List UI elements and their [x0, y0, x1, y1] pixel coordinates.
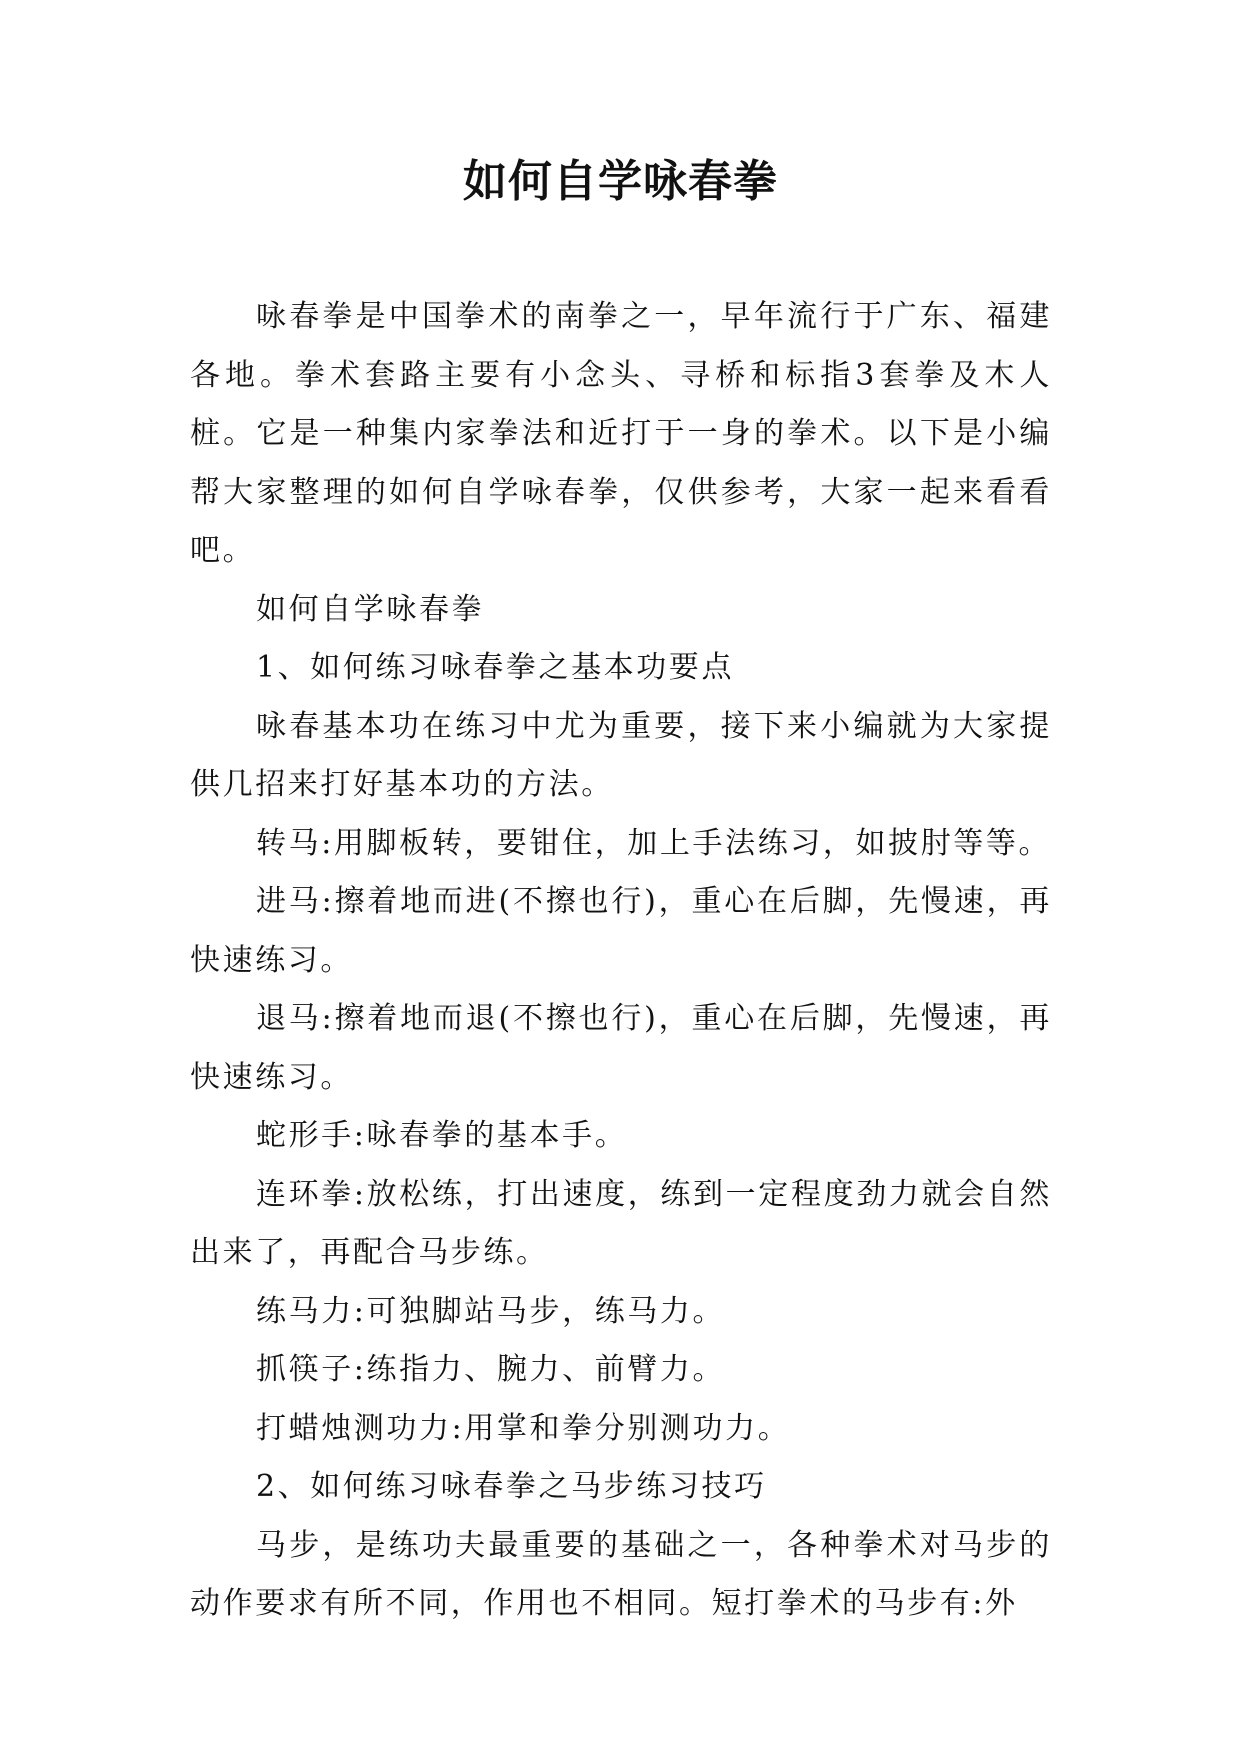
paragraph-chopsticks: 抓筷子:练指力、腕力、前臂力。 [256, 1352, 726, 1387]
paragraph-turn-stance: 转马:用脚板转，要钳住，加上手法练习，如披肘等等。 [256, 825, 1052, 861]
document-title: 如何自学咏春拳 [463, 156, 778, 207]
paragraph-subtitle: 如何自学咏春拳 [256, 591, 485, 627]
paragraph-candle: 打蜡烛测功力:用掌和拳分别测功力。 [256, 1410, 791, 1446]
section-heading-2: 2、如何练习咏春拳之马步练习技巧 [256, 1469, 767, 1504]
paragraph-advance-stance: 进马:擦着地而进(不擦也行)，重心在后脚，先慢速，再快速练习。 [190, 884, 1052, 978]
paragraph-basics: 咏春基本功在练习中尤为重要，接下来小编就为大家提供几招来打好基本功的方法。 [190, 708, 1052, 802]
paragraph-chain-punch: 连环拳:放松练，打出速度，练到一定程度劲力就会自然出来了，再配合马步练。 [190, 1176, 1052, 1270]
document-body [190, 288, 1052, 1634]
paragraph-retreat-stance: 退马:擦着地而退(不擦也行)，重心在后脚，先慢速，再快速练习。 [190, 1001, 1052, 1095]
section-heading-1: 1、如何练习咏春拳之基本功要点 [256, 650, 735, 685]
paragraph-snake-hand: 蛇形手:咏春拳的基本手。 [256, 1118, 628, 1153]
paragraph-intro: 咏春拳是中国拳术的南拳之一，早年流行于广东、福建各地。拳术套路主要有小念头、寻桥和标指3套拳及木人桩。它是一种集内家拳法和近打于一身的拳术。以下是小编帮大家整理的如何自学咏春拳，仅供参考，大家一起来看看吧。 [190, 299, 1052, 568]
paragraph-stance-power: 练马力:可独脚站马步，练马力。 [256, 1293, 726, 1329]
paragraph-horse-stance: 马步，是练功夫最重要的基础之一，各种拳术对马步的动作要求有所不同，作用也不相同。短打拳术的马步有:外 [190, 1527, 1052, 1621]
